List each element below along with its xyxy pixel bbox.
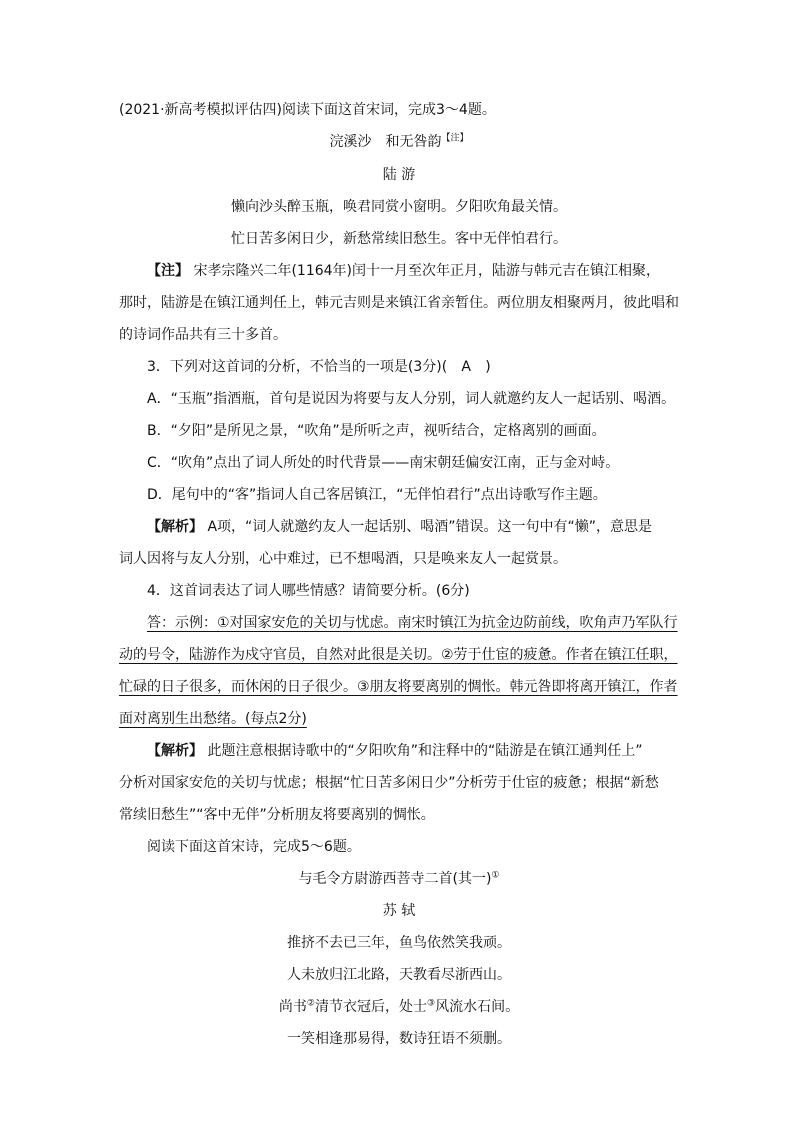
question-4-analysis [147, 740, 679, 762]
question-3-stem [147, 356, 679, 378]
poem2-note-mark-2: ② [306, 998, 315, 1009]
intro-question-3-4: (2021·新高考模拟评估四)阅读下面这首宋词，完成3～4题。 [119, 102, 496, 118]
poem2-title-mark: ① [491, 870, 500, 881]
question-4-analysis-line-2: 分析对国家安危的关切与忧虑；根据“忙日苦多闲日少”分析劳于仕宦的疲惫；根据“新愁 [119, 775, 659, 791]
question-4-answer-line-2: 动的号令，陆游作为戍守官员，自然对此很是关切。②劳于仕宦的疲惫。作者在镇江任职， [119, 647, 678, 663]
question-3-stem-prefix: 3．下列对这首词的分析，不恰当的一项是(3分)( [147, 359, 448, 375]
question-3-analysis-tag: 【解析】 [147, 519, 203, 535]
question-4-analysis-line-1: 此题注意根据诗歌中的“夕阳吹角”和注释中的“陆游是在镇江通判任上” [207, 743, 643, 759]
note-line-1: 宋孝宗隆兴二年(1164年)闰十一月至次年正月，陆游与韩元吉在镇江相聚， [193, 263, 661, 279]
question-4-analysis-tag: 【解析】 [147, 743, 203, 759]
poem1-author: 陆 游 [382, 167, 416, 183]
note-line-2: 那时，陆游是在镇江通判任上，韩元吉则是来镇江省亲暂住。两位朋友相聚两月，彼此唱和 [119, 295, 679, 311]
poem2-line-3-part-a: 尚书 [278, 999, 307, 1015]
question-3-analysis-line-1: A项，“词人就邀约友人一起话别、喝酒”错误。这一句中有“懒”，意思是 [207, 519, 653, 535]
poem2-note-mark-3: ③ [427, 998, 436, 1009]
note-tag: 【注】 [147, 263, 189, 279]
question-4-stem: 4．这首词表达了词人哪些情感？请简要分析。(6分) [147, 583, 470, 599]
question-3-analysis-line-2: 词人因将与友人分别，心中难过，已不想喝酒，只是唤来友人一起赏景。 [119, 551, 567, 567]
poem2-line-3 [119, 996, 679, 1018]
poem1-title-note-mark: 【注】 [441, 133, 469, 144]
poem2-line-3-part-c: 风流水石间。 [435, 999, 520, 1015]
note-line-3: 的诗词作品共有三十多首。 [119, 327, 287, 343]
poem2-line-2: 人未放归江北路，天教看尽浙西山。 [287, 967, 511, 983]
question-3-option-d: D．尾句中的“客”指词人自己客居镇江，“无伴怕君行”点出诗歌写作主题。 [147, 487, 607, 503]
intro-question-5-6: 阅读下面这首宋诗，完成5～6题。 [147, 839, 361, 855]
poem2-line-3-part-b: 清节衣冠后，处士 [315, 999, 427, 1015]
poem2-line-4: 一笑相逢那易得，数诗狂语不须删。 [287, 1031, 511, 1047]
question-3-stem-suffix: ) [485, 359, 491, 375]
question-4-analysis-line-3: 常续旧愁生”“客中无伴”分析朋友将要离别的惆怅。 [119, 807, 435, 823]
question-4-answer-line-3: 忙碌的日子很多，而休闲的日子很少。③朋友将要离别的惆怅。韩元咎即将离开镇江，作者 [119, 679, 678, 695]
poem2-title [119, 868, 679, 890]
poem2-line-1: 推挤不去已三年，鱼鸟依然笑我顽。 [287, 935, 511, 951]
poem2-title-text: 与毛令方尉游西菩寺二首(其一) [298, 871, 492, 887]
poem1-title [119, 131, 679, 153]
question-3-answer: A [461, 359, 471, 375]
question-4-answer-line-1: 答：示例：①对国家安危的关切与忧虑。南宋时镇江为抗金边防前线，吹角声乃军队行 [147, 615, 678, 631]
question-3-analysis [147, 516, 679, 538]
poem1-line-2: 忙日苦多闲日少，新愁常续旧愁生。客中无伴怕君行。 [231, 231, 567, 247]
question-4-answer-line-4: 面对离别生出愁绪。(每点2分) [119, 711, 307, 727]
note-paragraph [147, 260, 679, 282]
question-3-option-b: B．“夕阳”是所见之景，“吹角”是所听之声，视听结合，定格离别的画面。 [147, 423, 606, 439]
poem1-title-text: 浣溪沙 和无咎韵 [329, 134, 442, 150]
question-3-option-a: A．“玉瓶”指酒瓶，首句是说因为将要与友人分别，词人就邀约友人一起话别、喝酒。 [147, 391, 676, 407]
poem1-line-1: 懒向沙头醉玉瓶，唤君同赏小窗明。夕阳吹角最关情。 [231, 199, 567, 215]
poem2-author: 苏 轼 [382, 903, 416, 919]
question-3-option-c: C．“吹角”点出了词人所处的时代背景——南宋朝廷偏安江南，正与金对峙。 [147, 455, 620, 471]
